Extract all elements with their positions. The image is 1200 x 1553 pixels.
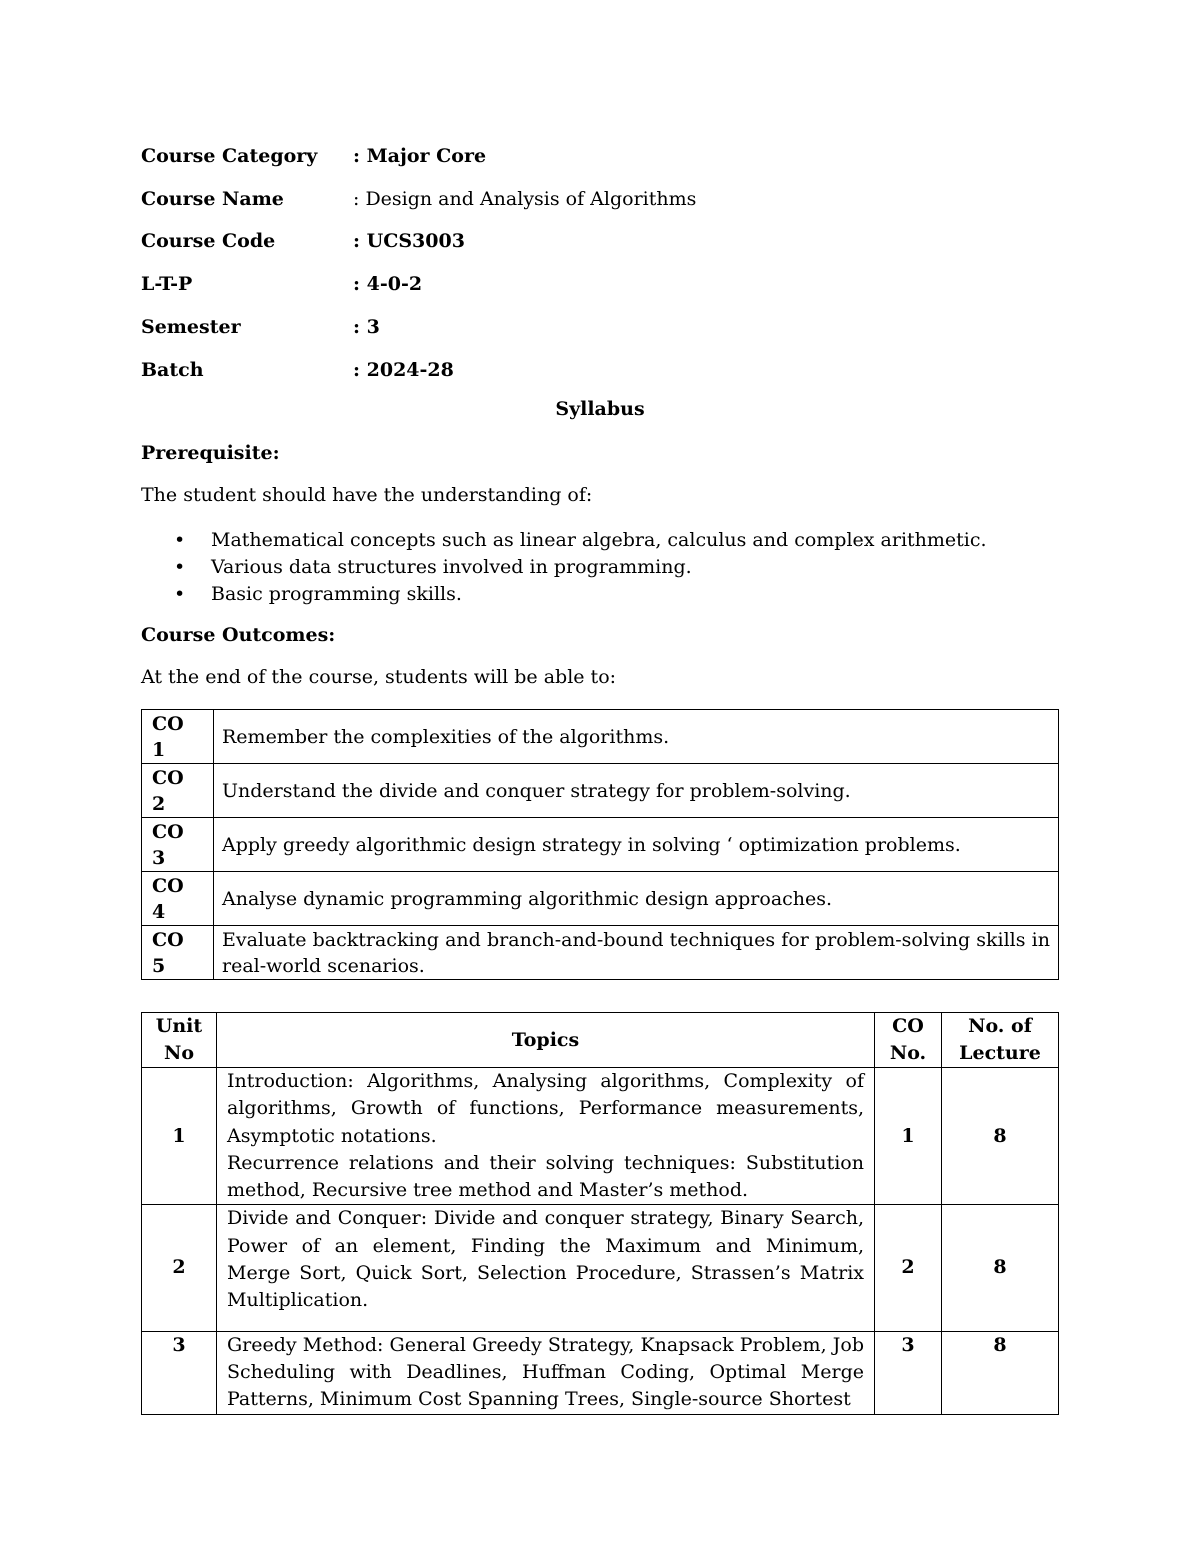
- table-row: [142, 818, 1059, 872]
- topics-cell: [217, 1068, 875, 1205]
- co-id-cell: CO 5: [142, 926, 214, 980]
- lectures-cell: 8: [942, 1068, 1059, 1205]
- topics-cell: [217, 1331, 875, 1414]
- course-outcomes-intro: At the end of the course, students will be able to:: [141, 666, 617, 688]
- prerequisite-intro: The student should have the understanding of:: [141, 484, 593, 506]
- list-item-text: Mathematical concepts such as linear algebra, calculus and complex arithmetic.: [211, 529, 987, 551]
- co-text-cell: Remember the complexities of the algorithms.: [214, 710, 1059, 764]
- topics-header: Topics: [217, 1013, 875, 1068]
- table-row: [142, 1331, 1059, 1414]
- co-id-cell: CO 3: [142, 818, 214, 872]
- lectures-header: No. of Lecture: [942, 1013, 1059, 1068]
- table-row: [142, 1068, 1059, 1205]
- table-row: [142, 872, 1059, 926]
- unit-no-cell: 1: [142, 1068, 217, 1205]
- list-item: [172, 554, 987, 581]
- ltp-value: : 4-0-2: [353, 273, 423, 295]
- prerequisite-heading: Prerequisite:: [141, 442, 280, 464]
- semester-value: : 3: [353, 316, 380, 338]
- batch-value: : 2024-28: [353, 359, 454, 381]
- co-text-cell: Apply greedy algorithmic design strategy in solving ‘ optimization problems.: [214, 818, 1059, 872]
- table-header-row: [142, 1013, 1059, 1068]
- table-row: [142, 710, 1059, 764]
- co-no-header: CO No.: [875, 1013, 942, 1068]
- co-id-cell: CO 4: [142, 872, 214, 926]
- topics-paragraph: Recurrence relations and their solving techniques: Substitution method, Recursive tree method and Master’s method.: [227, 1151, 864, 1202]
- bullet-icon: •: [174, 583, 186, 605]
- course-outcomes-heading: Course Outcomes:: [141, 624, 336, 646]
- course-name-value: : Design and Analysis of Algorithms: [353, 188, 697, 210]
- prerequisite-list: [172, 527, 987, 608]
- table-row: [142, 926, 1059, 980]
- bullet-icon: •: [174, 529, 186, 551]
- course-outcomes-table: [141, 709, 1059, 980]
- co-text-cell: Understand the divide and conquer strategy for problem-solving.: [214, 764, 1059, 818]
- co-no-cell: 2: [875, 1205, 942, 1331]
- list-item: [172, 581, 987, 608]
- topics-paragraph: Greedy Method: General Greedy Strategy, Knapsack Problem, Job Scheduling with Deadlines, Huffman Coding, Optimal Merge Patterns, Minimum Cost Spanning Trees, Single-source Shortest: [227, 1333, 864, 1411]
- co-id-cell: CO 1: [142, 710, 214, 764]
- units-table: [141, 1012, 1059, 1415]
- batch-label: Batch: [141, 359, 204, 381]
- co-text-cell: Analyse dynamic programming algorithmic design approaches.: [214, 872, 1059, 926]
- table-row: [142, 1205, 1059, 1331]
- list-item-text: Basic programming skills.: [211, 583, 462, 605]
- course-name-label: Course Name: [141, 188, 284, 210]
- topics-cell: [217, 1205, 875, 1331]
- list-item-text: Various data structures involved in programming.: [211, 556, 692, 578]
- topics-paragraph: Divide and Conquer: Divide and conquer strategy, Binary Search, Power of an element, Finding the Maximum and Minimum, Merge Sort, Quick Sort, Selection Procedure, Strassen’s Matrix Multiplication.: [227, 1207, 864, 1312]
- semester-label: Semester: [141, 316, 241, 338]
- course-code-label: Course Code: [141, 230, 276, 252]
- unit-no-cell: 2: [142, 1205, 217, 1331]
- table-row: [142, 764, 1059, 818]
- topics-paragraph: Introduction: Algorithms, Analysing algorithms, Complexity of algorithms, Growth of functions, Performance measurements, Asymptotic notations.: [227, 1070, 864, 1147]
- unit-no-header: Unit No: [142, 1013, 217, 1068]
- course-code-value: : UCS3003: [353, 230, 465, 252]
- lectures-cell: 8: [942, 1205, 1059, 1331]
- list-item: [172, 527, 987, 554]
- course-category-label: Course Category: [141, 145, 318, 167]
- co-id-cell: CO 2: [142, 764, 214, 818]
- co-no-cell: 1: [875, 1068, 942, 1205]
- syllabus-title: Syllabus: [555, 398, 645, 420]
- co-no-cell: 3: [875, 1331, 942, 1414]
- course-category-value: : Major Core: [353, 145, 487, 167]
- lectures-cell: 8: [942, 1331, 1059, 1414]
- unit-no-cell: 3: [142, 1331, 217, 1414]
- ltp-label: L-T-P: [141, 273, 193, 295]
- co-text-cell: Evaluate backtracking and branch-and-bound techniques for problem-solving skills in real-world scenarios.: [214, 926, 1059, 980]
- bullet-icon: •: [174, 556, 186, 578]
